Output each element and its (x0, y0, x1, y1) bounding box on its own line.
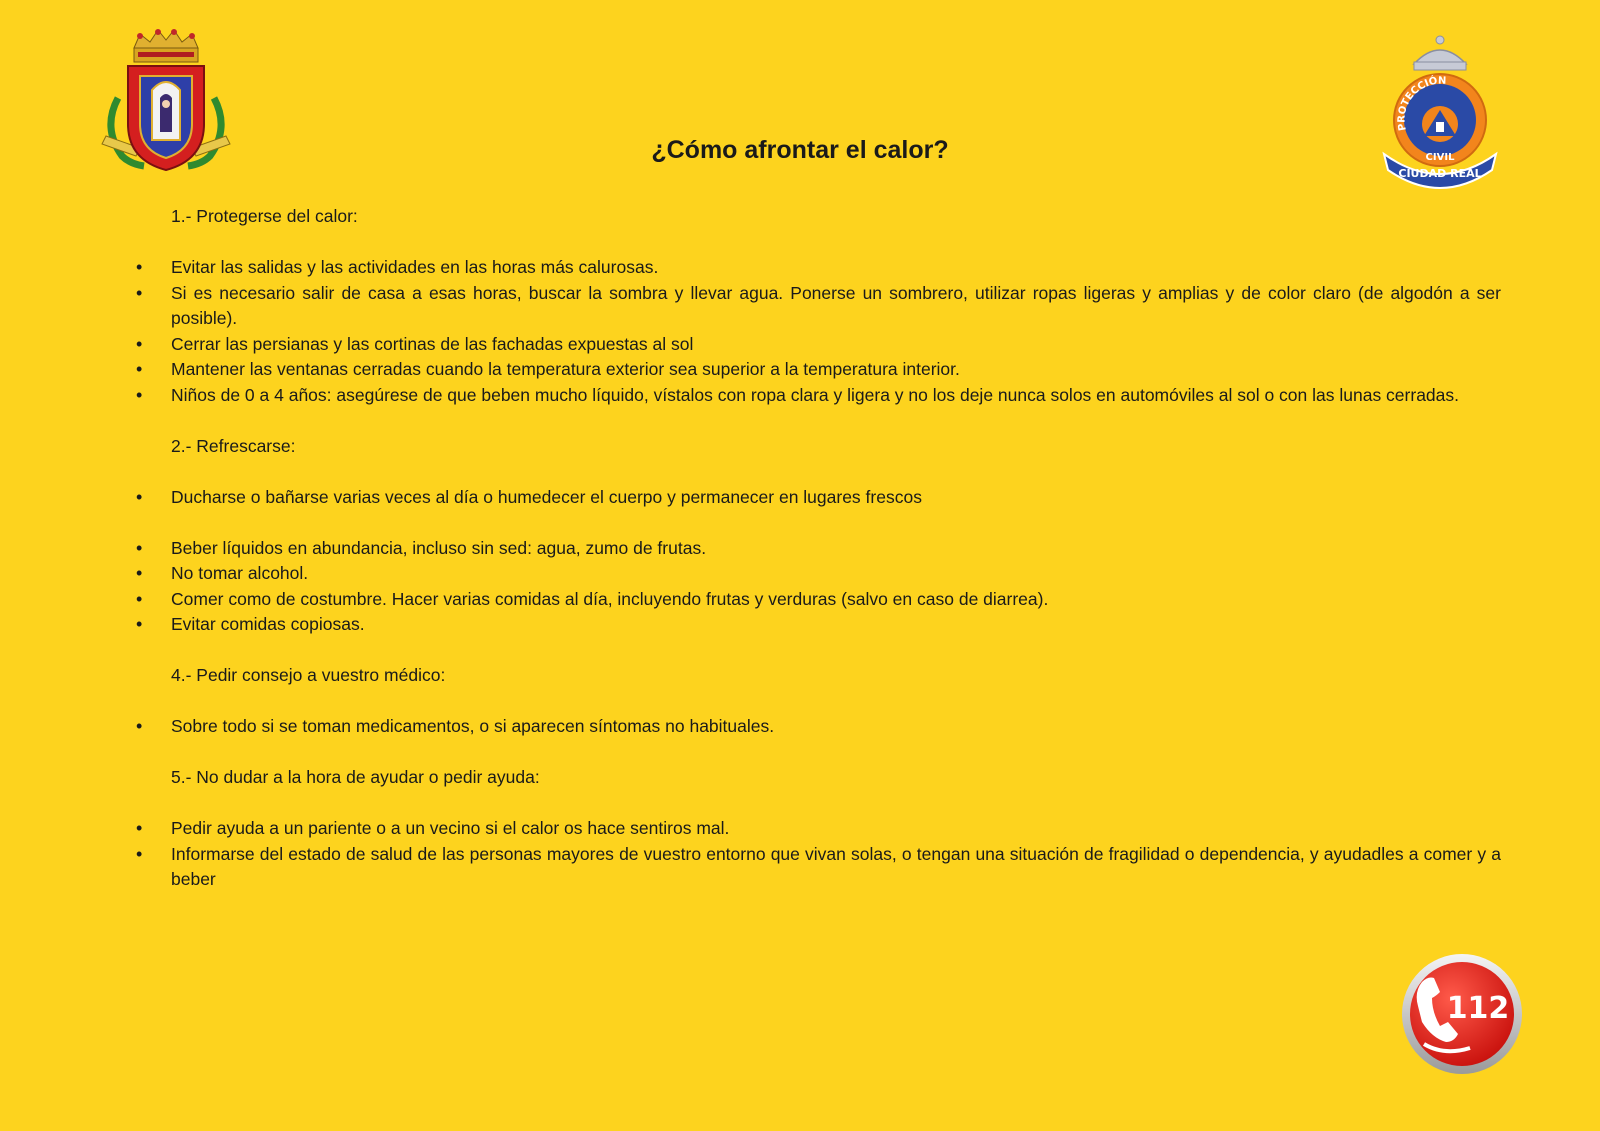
bullet-list (131, 255, 1501, 408)
page-title: ¿Cómo afrontar el calor? (651, 136, 949, 164)
list-item: • Evitar comidas copiosas. (131, 612, 1501, 638)
section-heading: 1.- Protegerse del calor: (171, 206, 358, 226)
bullet-list (131, 816, 1501, 893)
list-item: • Pedir ayuda a un pariente o a un vecino si el calor os hace sentiros mal. (131, 816, 1501, 842)
bullet-list (131, 714, 1501, 740)
list-item: • Comer como de costumbre. Hacer varias comidas al día, incluyendo frutas y verduras (salvo en caso de diarrea). (131, 587, 1501, 613)
list-item: • Cerrar las persianas y las cortinas de las fachadas expuestas al sol (131, 332, 1501, 358)
section-heading: 2.- Refrescarse: (171, 435, 296, 456)
list-item: • Si es necesario salir de casa a esas horas, buscar la sombra y llevar agua. Ponerse un sombrero, utilizar ropas ligeras y amplias y de color claro (de algodón a ser posible). (131, 281, 1501, 332)
list-item: • Evitar las salidas y las actividades en las horas más calurosas. (131, 255, 1501, 281)
emergency-112-badge (1400, 952, 1524, 1076)
bullet-list (131, 485, 1501, 638)
proteccion-civil-logo (1380, 34, 1500, 190)
emergency-number: 112 (1446, 991, 1510, 1026)
list-item: • Niños de 0 a 4 años: asegúrese de que beben mucho líquido, vístalos con ropa clara y ligera y no los deje nunca solos en automóviles al sol o con las lunas cerradas. (131, 383, 1501, 409)
section-heading: 4.- Pedir consejo a vuestro médico: (171, 665, 446, 685)
list-item: • No tomar alcohol. (131, 561, 1501, 587)
list-item: • Ducharse o bañarse varias veces al día o humedecer el cuerpo y permanecer en lugares frescos (131, 485, 1501, 511)
list-item: • Sobre todo si se toman medicamentos, o si aparecen síntomas no habituales. (131, 714, 1501, 740)
list-item: • Beber líquidos en abundancia, incluso sin sed: agua, zumo de frutas. (131, 536, 1501, 562)
list-item: • Informarse del estado de salud de las personas mayores de vuestro entorno que vivan solas, o tengan una situación de fragilidad o dependencia, y ayudadles a comer y a beber (131, 842, 1501, 893)
list-item: • Mantener las ventanas cerradas cuando la temperatura exterior sea superior a la temperatura interior. (131, 357, 1501, 383)
logo-text-proteccion: PROTECCIÓN (1396, 75, 1447, 132)
logo-text-ciudad-real: CIUDAD REAL (1398, 167, 1482, 180)
advice-content (131, 204, 1501, 918)
section-heading: 5.- No dudar a la hora de ayudar o pedir ayuda: (171, 767, 540, 787)
logo-text-civil: CIVIL (1425, 152, 1455, 163)
